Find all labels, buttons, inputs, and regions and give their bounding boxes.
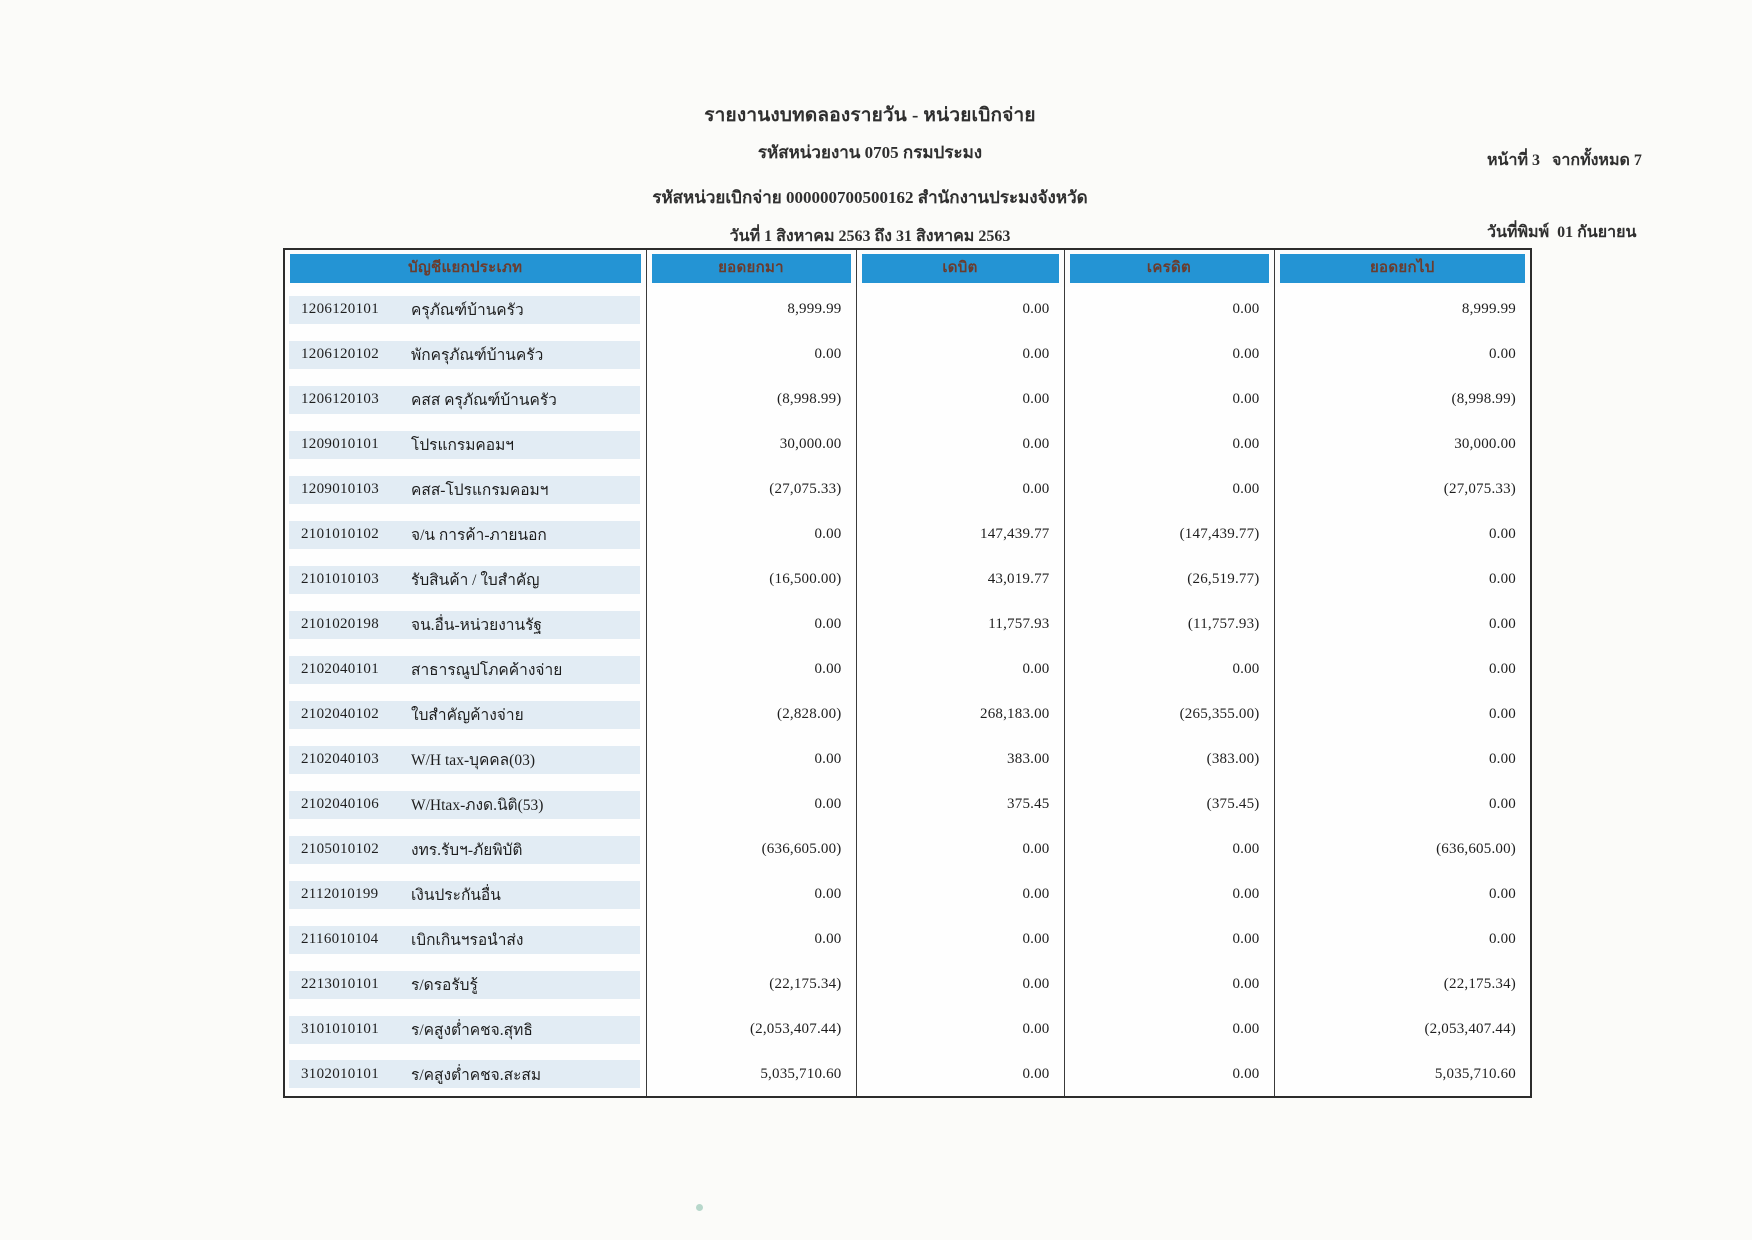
credit-cell: 0.00: [1064, 332, 1274, 377]
credit-cell: 0.00: [1064, 647, 1274, 692]
column-header-credit-chip: เครดิต: [1070, 254, 1269, 283]
column-header-debit: [856, 249, 1064, 287]
opening-balance-cell: 0.00: [646, 332, 856, 377]
credit-cell: (265,355.00): [1064, 692, 1274, 737]
closing-balance-cell: 0.00: [1274, 602, 1531, 647]
table-row: [284, 602, 1531, 647]
account-stripe: [289, 341, 640, 369]
account-cell: [284, 647, 646, 692]
account-stripe: [289, 386, 640, 414]
closing-balance-cell: 0.00: [1274, 692, 1531, 737]
opening-balance-cell: 5,035,710.60: [646, 1052, 856, 1097]
table-row: [284, 782, 1531, 827]
table-row: [284, 962, 1531, 1007]
account-stripe: [289, 521, 640, 549]
account-name: เงินประกันอื่น: [411, 887, 501, 904]
closing-balance-cell: (8,998.99): [1274, 377, 1531, 422]
account-code: 2102040101: [301, 661, 379, 677]
closing-balance-cell: 0.00: [1274, 512, 1531, 557]
debit-cell: 0.00: [856, 917, 1064, 962]
table-row: [284, 872, 1531, 917]
closing-balance-cell: (2,053,407.44): [1274, 1007, 1531, 1052]
credit-cell: (11,757.93): [1064, 602, 1274, 647]
account-cell: [284, 962, 646, 1007]
account-stripe: [289, 971, 640, 999]
account-code: 1206120102: [301, 346, 379, 362]
closing-balance-cell: 0.00: [1274, 737, 1531, 782]
credit-cell: (375.45): [1064, 782, 1274, 827]
account-cell: [284, 377, 646, 422]
account-cell: [284, 782, 646, 827]
table-row: [284, 692, 1531, 737]
debit-cell: 0.00: [856, 962, 1064, 1007]
account-code: 2102040103: [301, 751, 379, 767]
agency-code-line: รหัสหน่วยงาน 0705 กรมประมง: [757, 143, 983, 162]
debit-cell: 383.00: [856, 737, 1064, 782]
closing-balance-cell: 8,999.99: [1274, 287, 1531, 332]
column-header-closing-balance: [1274, 249, 1531, 287]
account-stripe: [289, 746, 640, 774]
account-name: ใบสำคัญค้างจ่าย: [411, 707, 524, 724]
table-row: [284, 557, 1531, 602]
table-row: [284, 1007, 1531, 1052]
page-number-line: หน้าที่ 3 จากทั้งหมด 7: [1487, 152, 1642, 169]
credit-cell: 0.00: [1064, 467, 1274, 512]
opening-balance-cell: (8,998.99): [646, 377, 856, 422]
debit-cell: 0.00: [856, 1007, 1064, 1052]
credit-cell: 0.00: [1064, 962, 1274, 1007]
credit-cell: (147,439.77): [1064, 512, 1274, 557]
account-cell: [284, 332, 646, 377]
date-range-line: วันที่ 1 สิงหาคม 2563 ถึง 31 สิงหาคม 2563: [729, 228, 1011, 245]
account-stripe: [289, 881, 640, 909]
table-row: [284, 1052, 1531, 1097]
table-row: [284, 287, 1531, 332]
opening-balance-cell: 30,000.00: [646, 422, 856, 467]
column-header-opening-chip: ยอดยกมา: [652, 254, 851, 283]
disbursement-unit-line: รหัสหน่วยเบิกจ่าย 000000700500162 สำนักงานประมงจังหวัด: [652, 188, 1088, 207]
account-stripe: [289, 656, 640, 684]
debit-cell: 0.00: [856, 422, 1064, 467]
debit-cell: 0.00: [856, 827, 1064, 872]
credit-cell: 0.00: [1064, 422, 1274, 467]
debit-cell: 375.45: [856, 782, 1064, 827]
account-name: จน.อื่น-หน่วยงานรัฐ: [411, 617, 542, 634]
opening-balance-cell: (27,075.33): [646, 467, 856, 512]
opening-balance-cell: (2,053,407.44): [646, 1007, 856, 1052]
table-row: [284, 737, 1531, 782]
opening-balance-cell: 0.00: [646, 872, 856, 917]
closing-balance-cell: (27,075.33): [1274, 467, 1531, 512]
account-stripe: [289, 1060, 640, 1088]
credit-cell: (383.00): [1064, 737, 1274, 782]
account-name: เบิกเกินฯรอนำส่ง: [411, 932, 524, 949]
table-row: [284, 422, 1531, 467]
account-code: 2102040102: [301, 706, 379, 722]
account-name: โปรแกรมคอมฯ: [411, 437, 515, 454]
debit-cell: 268,183.00: [856, 692, 1064, 737]
debit-cell: 0.00: [856, 647, 1064, 692]
account-cell: [284, 467, 646, 512]
table-row: [284, 377, 1531, 422]
closing-balance-cell: (22,175.34): [1274, 962, 1531, 1007]
opening-balance-cell: 8,999.99: [646, 287, 856, 332]
credit-cell: 0.00: [1064, 827, 1274, 872]
debit-cell: 0.00: [856, 872, 1064, 917]
account-cell: [284, 737, 646, 782]
account-code: 2102040106: [301, 796, 379, 812]
account-code: 2101010103: [301, 571, 379, 587]
table-row: [284, 827, 1531, 872]
account-cell: [284, 422, 646, 467]
account-code: 2116010104: [301, 931, 379, 947]
account-code: 3101010101: [301, 1021, 379, 1037]
opening-balance-cell: 0.00: [646, 647, 856, 692]
closing-balance-cell: 0.00: [1274, 557, 1531, 602]
table-row: [284, 512, 1531, 557]
account-code: 3102010101: [301, 1065, 379, 1082]
account-cell: [284, 692, 646, 737]
account-name: ร/คสูงต่ำคชจ.สะสม: [411, 1066, 542, 1084]
account-cell: [284, 917, 646, 962]
report-title: รายงานงบทดลองรายวัน - หน่วยเบิกจ่าย: [704, 105, 1036, 126]
account-code: 2101010102: [301, 526, 379, 542]
account-cell: [284, 602, 646, 647]
page-info: [1487, 101, 1737, 269]
account-code: 1209010101: [301, 436, 379, 452]
account-name: W/H tax-บุคคล(03): [411, 752, 535, 769]
account-name: งทร.รับฯ-ภัยพิบัติ: [411, 842, 523, 859]
account-stripe: [289, 431, 640, 459]
account-cell: [284, 557, 646, 602]
account-code: 2112010199: [301, 886, 379, 902]
opening-balance-cell: 0.00: [646, 782, 856, 827]
credit-cell: 0.00: [1064, 917, 1274, 962]
scan-artifact-dot: [696, 1204, 703, 1211]
closing-balance-cell: 0.00: [1274, 917, 1531, 962]
closing-balance-cell: (636,605.00): [1274, 827, 1531, 872]
account-cell: [284, 827, 646, 872]
closing-balance-cell: 5,035,710.60: [1274, 1052, 1531, 1097]
account-name: พักครุภัณฑ์บ้านครัว: [411, 347, 544, 364]
account-stripe: [289, 701, 640, 729]
report-header: [0, 100, 1740, 249]
account-cell: [284, 1007, 646, 1052]
account-code: 2105010102: [301, 841, 379, 857]
account-name: W/Htax-ภงด.นิติ(53): [411, 797, 544, 814]
account-name: สาธารณูปโภคค้างจ่าย: [411, 662, 563, 679]
table-body: [284, 287, 1531, 1097]
opening-balance-cell: 0.00: [646, 737, 856, 782]
account-stripe: [289, 1016, 640, 1044]
account-stripe: [289, 566, 640, 594]
account-stripe: [289, 926, 640, 954]
account-stripe: [289, 836, 640, 864]
closing-balance-cell: 0.00: [1274, 872, 1531, 917]
account-name: ครุภัณฑ์บ้านครัว: [411, 302, 524, 319]
account-name: คสส ครุภัณฑ์บ้านครัว: [411, 392, 557, 409]
credit-cell: 0.00: [1064, 1007, 1274, 1052]
print-date-line: วันที่พิมพ์ 01 กันยายน: [1487, 224, 1637, 241]
table-row: [284, 647, 1531, 692]
closing-balance-cell: 0.00: [1274, 782, 1531, 827]
credit-cell: (26,519.77): [1064, 557, 1274, 602]
opening-balance-cell: 0.00: [646, 602, 856, 647]
closing-balance-cell: 30,000.00: [1274, 422, 1531, 467]
debit-cell: 0.00: [856, 287, 1064, 332]
account-cell: [284, 1052, 646, 1097]
account-name: รับสินค้า / ใบสำคัญ: [411, 572, 540, 589]
column-header-opening-balance: [646, 249, 856, 287]
account-name: จ/น การค้า-ภายนอก: [411, 527, 547, 544]
account-code: 1209010103: [301, 481, 379, 497]
account-code: 1206120101: [301, 301, 379, 317]
account-stripe: [289, 791, 640, 819]
column-header-account-chip: บัญชีแยกประเภท: [290, 254, 641, 283]
closing-balance-cell: 0.00: [1274, 647, 1531, 692]
account-code: 2213010101: [301, 976, 379, 992]
debit-cell: 0.00: [856, 377, 1064, 422]
debit-cell: 0.00: [856, 467, 1064, 512]
opening-balance-cell: (2,828.00): [646, 692, 856, 737]
debit-cell: 0.00: [856, 1052, 1064, 1097]
opening-balance-cell: 0.00: [646, 917, 856, 962]
column-header-credit: [1064, 249, 1274, 287]
table-row: [284, 467, 1531, 512]
account-stripe: [289, 611, 640, 639]
credit-cell: 0.00: [1064, 377, 1274, 422]
account-name: ร/ดรอรับรู้: [411, 977, 478, 994]
column-header-closing-chip: ยอดยกไป: [1280, 254, 1526, 283]
table-row: [284, 917, 1531, 962]
account-cell: [284, 512, 646, 557]
credit-cell: 0.00: [1064, 1052, 1274, 1097]
table-row: [284, 332, 1531, 377]
column-header-account: [284, 249, 646, 287]
opening-balance-cell: (22,175.34): [646, 962, 856, 1007]
account-code: 1206120103: [301, 391, 379, 407]
credit-cell: 0.00: [1064, 287, 1274, 332]
debit-cell: 43,019.77: [856, 557, 1064, 602]
account-name: คสส-โปรแกรมคอมฯ: [411, 482, 549, 499]
trial-balance-table: [283, 248, 1532, 1098]
table-header: [284, 249, 1531, 287]
column-header-debit-chip: เดบิต: [862, 254, 1059, 283]
account-cell: [284, 872, 646, 917]
opening-balance-cell: 0.00: [646, 512, 856, 557]
debit-cell: 147,439.77: [856, 512, 1064, 557]
debit-cell: 11,757.93: [856, 602, 1064, 647]
account-code: 2101020198: [301, 616, 379, 632]
debit-cell: 0.00: [856, 332, 1064, 377]
account-cell: [284, 287, 646, 332]
trial-balance-table-wrap: [283, 248, 1530, 1098]
credit-cell: 0.00: [1064, 872, 1274, 917]
opening-balance-cell: (636,605.00): [646, 827, 856, 872]
account-stripe: [289, 296, 640, 324]
account-stripe: [289, 476, 640, 504]
opening-balance-cell: (16,500.00): [646, 557, 856, 602]
closing-balance-cell: 0.00: [1274, 332, 1531, 377]
account-name: ร/คสูงต่ำคชจ.สุทธิ: [411, 1022, 533, 1039]
